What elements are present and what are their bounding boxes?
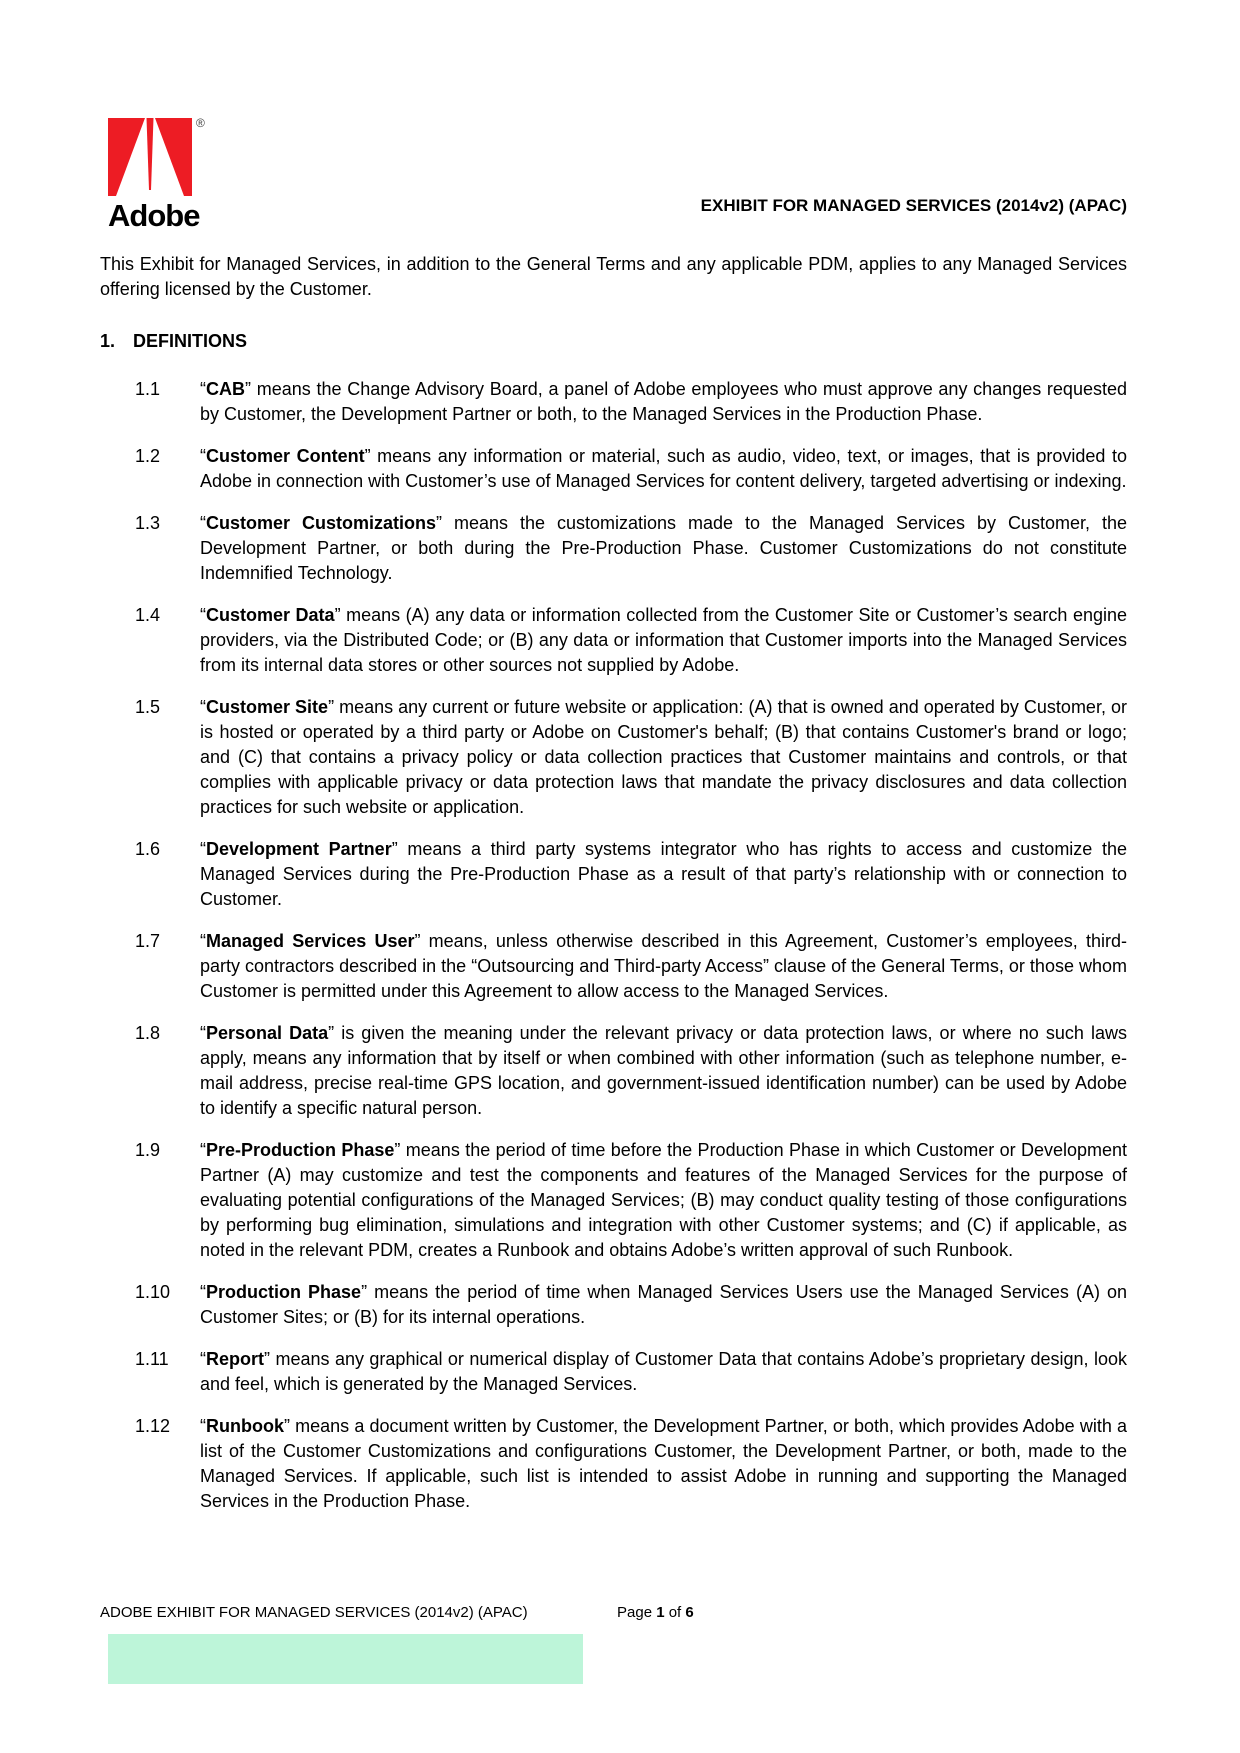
current-page-number: 1 [656,1604,665,1621]
definition-item-1.10 [100,1280,1127,1330]
page-footer [100,1603,1127,1623]
definition-text: “Report” means any graphical or numerical display of Customer Data that contains Adobe’s proprietary design, look and feel, which is generated by the Managed Services. [200,1349,1127,1394]
definition-text: “Personal Data” is given the meaning under the relevant privacy or data protection laws, or where no such laws apply, means any information that by itself or when combined with other information (such as telephone number, e-mail address, precise real-time GPS location, and government-issued identification number) can be used by Adobe to identify a specific natural person. [200,1023,1127,1118]
definition-item-1.12 [100,1414,1127,1514]
defined-term: Personal Data [206,1023,329,1043]
defined-term: Runbook [206,1416,284,1436]
definition-text: “Pre-Production Phase” means the period of time before the Production Phase in which Customer or Development Partner (A) may customize and test the components and features of the Managed Services for the purpose of evaluating potential configurations of the Managed Services; (B) may conduct quality testing of those configurations by performing bug elimination, simulations and integration with other Customer systems; and (C) if applicable, as noted in the relevant PDM, creates a Runbook and obtains Adobe’s written approval of such Runbook. [200,1140,1128,1260]
definition-number: 1.2 [135,446,161,466]
definition-number: 1.1 [135,379,161,399]
definition-item-1.4 [100,603,1127,678]
registered-trademark-icon: ® [196,116,205,130]
definition-number: 1.4 [135,605,161,625]
total-page-count: 6 [685,1604,694,1621]
defined-term: Managed Services User [206,931,415,951]
defined-term: Customer Site [206,697,329,717]
section-number: 1. [100,331,116,351]
document-body [100,252,1127,1531]
document-title: EXHIBIT FOR MANAGED SERVICES (2014v2) (APAC) [700,196,1127,215]
highlight-block [108,1634,583,1684]
definition-number: 1.10 [135,1282,171,1302]
definition-item-1.5 [100,695,1127,820]
definition-text: “Customer Site” means any current or future website or application: (A) that is owned and operated by Customer, or is hosted or operated by a third party or Adobe on Customer's behalf; (B) that contains Customer's brand or logo; and (C) that contains a privacy policy or data collection practices that Customer maintains and controls, or that complies with applicable privacy or data protection laws that mandate the privacy disclosures and data collection practices for such website or application. [200,697,1127,817]
definitions-list [100,377,1127,1514]
definition-item-1.6 [100,837,1127,912]
definition-number: 1.3 [135,513,161,533]
definition-item-1.11 [100,1347,1127,1397]
definition-number: 1.9 [135,1140,161,1160]
defined-term: Customer Content [206,446,365,466]
section-heading [100,329,1127,354]
defined-term: Production Phase [206,1282,362,1302]
defined-term: Pre-Production Phase [206,1140,395,1160]
adobe-logo-icon [108,118,192,196]
footer-document-name: ADOBE EXHIBIT FOR MANAGED SERVICES (2014v2) (APAC) [100,1604,528,1621]
adobe-logo [108,118,218,231]
definition-number: 1.12 [135,1416,171,1436]
definition-number: 1.5 [135,697,161,717]
definition-number: 1.6 [135,839,161,859]
definition-item-1.3 [100,511,1127,586]
definition-item-1.2 [100,444,1127,494]
section-title: DEFINITIONS [133,331,248,351]
definition-text: “Runbook” means a document written by Customer, the Development Partner, or both, which provides Adobe with a list of the Customer Customizations and configurations Customer, the Development Partner, or both, made to the Managed Services. If applicable, such list is intended to assist Adobe in running and supporting the Managed Services in the Production Phase. [200,1416,1127,1511]
definition-item-1.1 [100,377,1127,427]
definition-text: “Customer Customizations” means the customizations made to the Managed Services by Customer, the Development Partner, or both during the Pre-Production Phase. Customer Customizations do not constitute Indemnified Technology. [200,513,1127,583]
defined-term: Customer Data [206,605,335,625]
definition-number: 1.11 [135,1349,169,1369]
defined-term: Report [206,1349,264,1369]
defined-term: Customer Customizations [206,513,436,533]
intro-paragraph: This Exhibit for Managed Services, in addition to the General Terms and any applicable PDM, applies to any Managed Services offering licensed by the Customer. [100,254,1127,299]
definition-number: 1.8 [135,1023,161,1043]
definition-text: “Customer Content” means any information or material, such as audio, video, text, or images, that is provided to Adobe in connection with Customer’s use of Managed Services for content delivery, targeted advertising or indexing. [200,446,1128,491]
defined-term: CAB [206,379,245,399]
definition-text: “Customer Data” means (A) any data or information collected from the Customer Site or Customer’s search engine providers, via the Distributed Code; or (B) any data or information that Customer imports into the Managed Services from its internal data stores or other sources not supplied by Adobe. [200,605,1128,675]
definition-text: “Managed Services User” means, unless otherwise described in this Agreement, Customer’s employees, third-party contractors described in the “Outsourcing and Third-party Access” clause of the General Terms, or those whom Customer is permitted under this Agreement to allow access to the Managed Services. [200,931,1127,1001]
definition-item-1.8 [100,1021,1127,1121]
definition-number: 1.7 [135,931,161,951]
definition-item-1.7 [100,929,1127,1004]
definition-text: “Development Partner” means a third party systems integrator who has rights to access and customize the Managed Services during the Pre-Production Phase as a result of that party’s relationship with or connection to Customer. [200,839,1127,909]
definition-text: “Production Phase” means the period of time when Managed Services Users use the Managed Services (A) on Customer Sites; or (B) for its internal operations. [200,1282,1127,1327]
footer-page-number: Page 1 of 6 [617,1604,694,1621]
defined-term: Development Partner [206,839,392,859]
adobe-wordmark: Adobe [108,198,200,233]
definition-text: “CAB” means the Change Advisory Board, a panel of Adobe employees who must approve any changes requested by Customer, the Development Partner or both, to the Managed Services in the Production Phase. [200,379,1127,424]
definition-item-1.9 [100,1138,1127,1263]
